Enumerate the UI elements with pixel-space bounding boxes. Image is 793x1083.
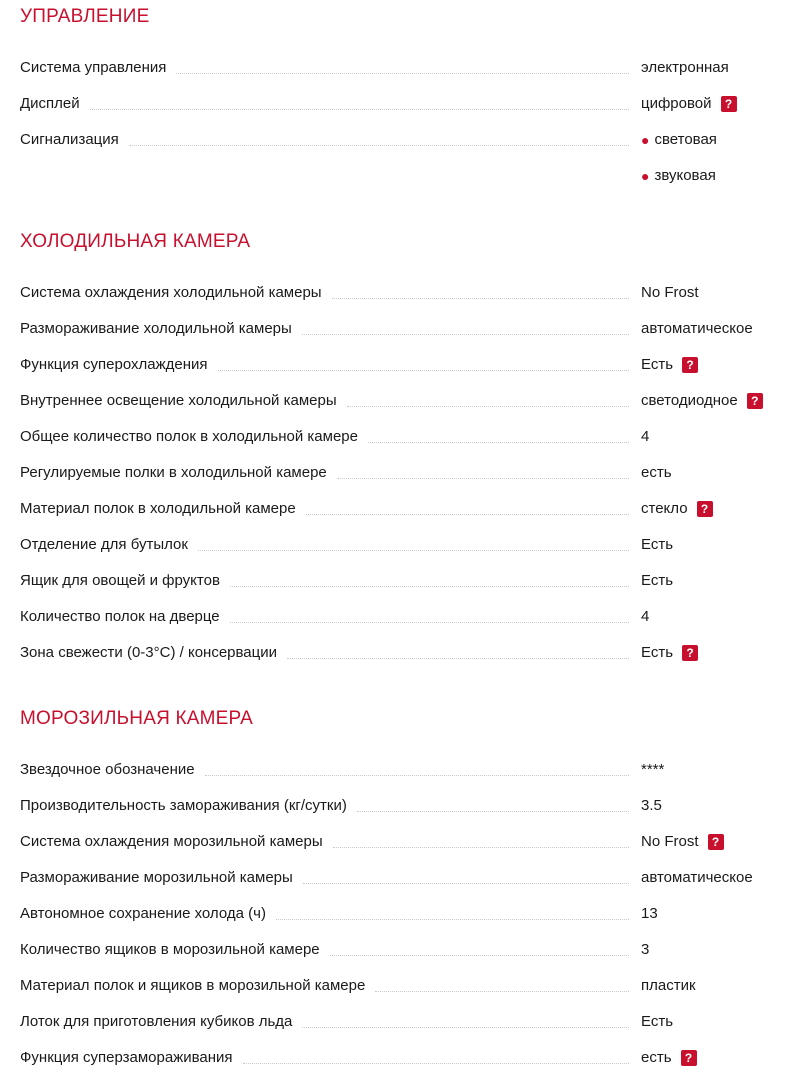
spec-row xyxy=(20,1012,780,1034)
spec-value-bullet xyxy=(641,130,717,150)
spec-value xyxy=(641,904,658,924)
dotted-leader xyxy=(330,955,629,956)
spec-row xyxy=(20,94,780,116)
spec-label: Звездочное обозначение xyxy=(20,761,195,778)
help-icon[interactable]: ? xyxy=(708,834,724,850)
dotted-leader xyxy=(332,298,629,299)
spec-row xyxy=(20,868,780,890)
spec-row xyxy=(20,535,780,557)
spec-row xyxy=(20,940,780,962)
dotted-leader xyxy=(243,1063,629,1064)
help-icon[interactable]: ? xyxy=(747,393,763,409)
dotted-leader xyxy=(302,1027,629,1028)
dotted-leader xyxy=(230,586,629,587)
spec-value xyxy=(641,94,737,114)
spec-value xyxy=(641,391,763,411)
spec-row xyxy=(20,796,780,818)
help-icon[interactable]: ? xyxy=(697,501,713,517)
spec-label: Система охлаждения холодильной камеры xyxy=(20,284,322,301)
spec-value xyxy=(641,643,698,663)
spec-value-text: светодиодное xyxy=(641,392,738,409)
spec-value-text: 4 xyxy=(641,428,650,445)
help-icon[interactable]: ? xyxy=(682,357,698,373)
bullet-icon: ● xyxy=(641,168,650,184)
spec-label: Отделение для бутылок xyxy=(20,536,188,553)
spec-value xyxy=(641,832,724,852)
spec-row xyxy=(20,499,780,521)
help-icon[interactable]: ? xyxy=(721,96,737,112)
spec-value xyxy=(641,319,753,339)
spec-value-text: Есть xyxy=(641,1013,674,1030)
spec-row xyxy=(20,643,780,665)
spec-value-text: **** xyxy=(641,761,665,778)
spec-value-text: Есть xyxy=(641,572,674,589)
spec-value-text: Есть xyxy=(641,644,674,661)
spec-value xyxy=(641,976,696,996)
spec-label: Материал полок и ящиков в морозильной камере xyxy=(20,977,366,994)
spec-value xyxy=(641,58,729,78)
spec-value-text: есть xyxy=(641,1049,672,1066)
spec-value xyxy=(641,1012,673,1032)
spec-value-text: автоматическое xyxy=(641,320,753,337)
spec-label: Лоток для приготовления кубиков льда xyxy=(20,1013,293,1030)
spec-value-text: стекло xyxy=(641,500,688,517)
spec-row xyxy=(20,283,780,305)
spec-row xyxy=(20,760,780,782)
spec-label: Система охлаждения морозильной камеры xyxy=(20,833,323,850)
spec-value xyxy=(641,283,699,303)
spec-row xyxy=(20,355,780,377)
spec-value-text: Есть xyxy=(641,356,674,373)
spec-value xyxy=(641,607,649,627)
spec-value xyxy=(641,796,662,816)
spec-value xyxy=(641,760,664,780)
spec-value-text: Есть xyxy=(641,536,674,553)
bullet-icon: ● xyxy=(641,132,650,148)
dotted-leader xyxy=(337,478,629,479)
spec-value xyxy=(641,868,753,888)
spec-value-text: световая xyxy=(654,131,717,148)
spec-row xyxy=(20,1048,780,1070)
section-title: УПРАВЛЕНИЕ xyxy=(20,6,150,27)
dotted-leader xyxy=(129,145,629,146)
spec-value-bullet xyxy=(641,166,716,186)
spec-value-text: 3 xyxy=(641,941,650,958)
spec-label: Размораживание холодильной камеры xyxy=(20,320,292,337)
help-icon[interactable]: ? xyxy=(682,645,698,661)
dotted-leader xyxy=(230,622,629,623)
spec-label: Функция суперзамораживания xyxy=(20,1049,233,1066)
dotted-leader xyxy=(302,334,629,335)
dotted-leader xyxy=(276,919,629,920)
spec-value xyxy=(641,571,673,591)
dotted-leader xyxy=(347,406,629,407)
spec-label: Производительность замораживания (кг/сутки) xyxy=(20,797,347,814)
spec-row xyxy=(20,58,780,80)
dotted-leader xyxy=(90,109,629,110)
spec-row xyxy=(20,976,780,998)
spec-value-text: автоматическое xyxy=(641,869,753,886)
spec-label: Система управления xyxy=(20,59,167,76)
spec-value xyxy=(641,535,673,555)
spec-value-text: No Frost xyxy=(641,284,699,301)
spec-label: Количество ящиков в морозильной камере xyxy=(20,941,320,958)
spec-value xyxy=(641,463,672,483)
spec-value xyxy=(641,355,698,375)
spec-label: Функция суперохлаждения xyxy=(20,356,208,373)
spec-value-text: No Frost xyxy=(641,833,699,850)
spec-value xyxy=(641,940,649,960)
section-title: МОРОЗИЛЬНАЯ КАМЕРА xyxy=(20,708,254,729)
spec-label: Автономное сохранение холода (ч) xyxy=(20,905,266,922)
spec-row xyxy=(20,463,780,485)
spec-row xyxy=(20,607,780,629)
dotted-leader xyxy=(218,370,629,371)
spec-label: Общее количество полок в холодильной камере xyxy=(20,428,358,445)
dotted-leader xyxy=(357,811,629,812)
spec-value-text: цифровой xyxy=(641,95,712,112)
spec-row xyxy=(20,391,780,413)
spec-value-text: звуковая xyxy=(654,167,716,184)
dotted-leader xyxy=(333,847,629,848)
help-icon[interactable]: ? xyxy=(681,1050,697,1066)
spec-value-text: 4 xyxy=(641,608,650,625)
spec-value xyxy=(641,427,649,447)
section-title: ХОЛОДИЛЬНАЯ КАМЕРА xyxy=(20,231,251,252)
spec-row xyxy=(20,904,780,926)
dotted-leader xyxy=(303,883,629,884)
spec-value-text: 13 xyxy=(641,905,658,922)
spec-row xyxy=(20,319,780,341)
spec-row xyxy=(20,832,780,854)
spec-label: Сигнализация xyxy=(20,131,119,148)
spec-value-text: электронная xyxy=(641,59,729,76)
spec-value xyxy=(641,1048,697,1068)
dotted-leader xyxy=(205,775,629,776)
spec-label: Внутреннее освещение холодильной камеры xyxy=(20,392,337,409)
spec-row xyxy=(20,427,780,449)
spec-value-text: 3.5 xyxy=(641,797,662,814)
dotted-leader xyxy=(375,991,629,992)
spec-label: Количество полок на дверце xyxy=(20,608,220,625)
spec-label: Регулируемые полки в холодильной камере xyxy=(20,464,327,481)
spec-row xyxy=(20,130,780,184)
dotted-leader xyxy=(368,442,629,443)
spec-label: Ящик для овощей и фруктов xyxy=(20,572,220,589)
spec-value-text: есть xyxy=(641,464,672,481)
spec-label: Дисплей xyxy=(20,95,80,112)
dotted-leader xyxy=(287,658,629,659)
dotted-leader xyxy=(176,73,629,74)
spec-label: Размораживание морозильной камеры xyxy=(20,869,293,886)
spec-value xyxy=(641,499,713,519)
spec-label: Зона свежести (0-3°C) / консервации xyxy=(20,644,277,661)
spec-label: Материал полок в холодильной камере xyxy=(20,500,296,517)
spec-value-text: пластик xyxy=(641,977,696,994)
dotted-leader xyxy=(198,550,629,551)
dotted-leader xyxy=(306,514,629,515)
spec-row xyxy=(20,571,780,593)
